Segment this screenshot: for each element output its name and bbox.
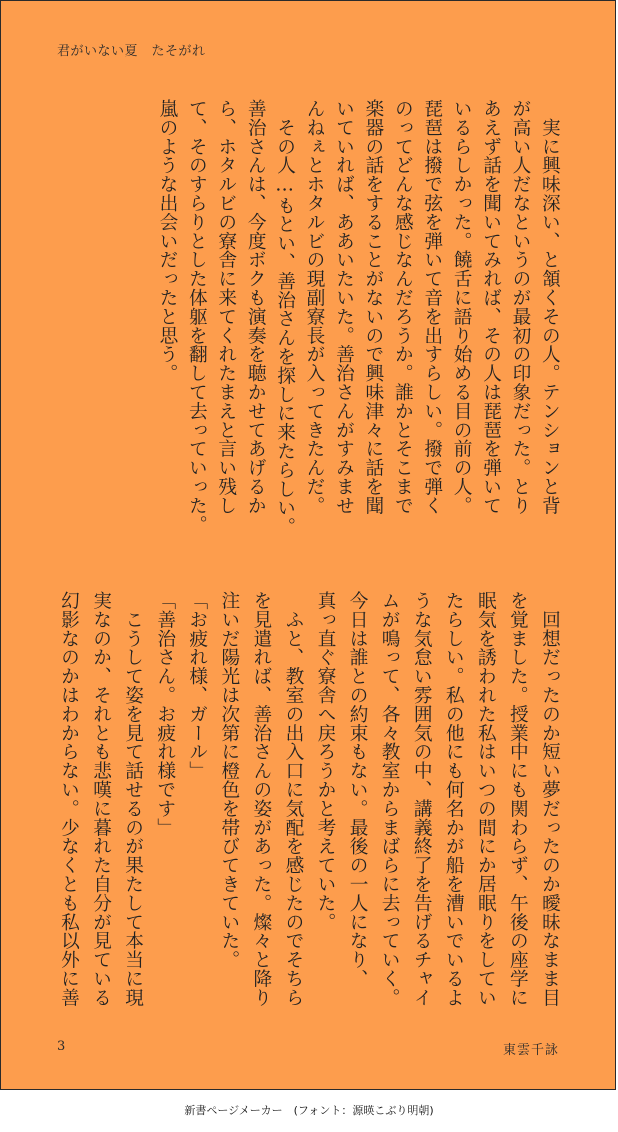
text-column: たらしい。私の他にも何名かが船を漕いでいるよ xyxy=(442,591,464,1007)
text-column: いるらしかった。饒舌に語り始める目の前の人。 xyxy=(450,99,472,515)
text-column: 琵琶は撥で弦を弾いて音を出すらしい。撥で弾く xyxy=(421,99,443,515)
text-column: 回想だったのか短い夢だったのか曖昧なまま目 xyxy=(538,591,560,1007)
text-column: ら、ホタルビの寮舎に来てくれたまえと言い残し xyxy=(215,99,237,515)
text-block-lower xyxy=(53,591,565,1046)
text-column: が高い人だなというのが最初の印象だった。とり xyxy=(509,99,531,515)
text-column: て、そのすらりとした体躯を翻して去っていった。 xyxy=(185,99,207,534)
text-column: 今日は誰との約束もない。最後の一人になり、 xyxy=(346,591,368,988)
text-column: を覚ました。授業中にも関わらず、午後の座学に xyxy=(506,591,528,1007)
text-column: その人…もとい、善治さんを探しに来たらしい。 xyxy=(274,99,296,536)
text-column: ふと、教室の出入口に気配を感じたのでそちら xyxy=(282,591,304,1007)
running-header-title: 君がいない夏 たそがれ xyxy=(57,44,206,59)
text-column: 眠気を誘われた私はいつの間にか居眠りをしてい xyxy=(474,591,496,1007)
text-column: のってどんな感じなんだろうか。誰かとそこまで xyxy=(391,99,413,515)
text-column: 楽器の話をすることがないので興味津々に話を聞 xyxy=(362,99,384,515)
text-column: こうして姿を見て話せるのが果たして本当に現 xyxy=(122,591,144,1007)
text-column: ムが鳴って、各々教室からまばらに去っていく。 xyxy=(378,591,400,1007)
text-block-upper xyxy=(153,99,565,554)
text-column: 幻影なのかはわからない。少なくとも私以外に善 xyxy=(58,591,79,1007)
text-column: んねぇとホタルビの現副寮長が入ってきたんだ。 xyxy=(303,99,325,515)
author-name: 東雲千詠 xyxy=(502,1043,559,1058)
text-column: 嵐のような出会いだったと思う。 xyxy=(156,99,178,383)
footer-caption: 新書ページメーカー (フォント：源暎こぶり明朝) xyxy=(184,1104,434,1117)
text-column: 注いだ陽光は次第に橙色を帯びてきていた。 xyxy=(218,591,240,969)
text-column: 「お疲れ様、ガール」 xyxy=(186,591,208,780)
text-column: 実に興味深い、と頷くその人。テンションと背 xyxy=(538,99,560,515)
text-column: いていれば、ああいたいた。善治さんがすみませ xyxy=(332,99,354,515)
text-column: 真っ直ぐ寮舎へ戻ろうかと考えていた。 xyxy=(314,591,336,932)
text-column: 善治さんは、今度ボクも演奏を聴かせてあげるか xyxy=(244,99,266,515)
text-column: を見遣れば、善治さんの姿があった。燦々と降り xyxy=(250,591,272,1007)
text-column: あえず話を聞いてみれば、その人は琵琶を弾いて xyxy=(480,99,502,515)
text-column: うな気怠い雰囲気の中、講義終了を告げるチャイ xyxy=(410,591,432,1007)
text-column: 実なのか、それとも悲嘆に暮れた自分が見ている xyxy=(90,591,112,1007)
text-column: 「善治さん。お疲れ様です」 xyxy=(154,591,176,837)
page-number: 3 xyxy=(57,1039,66,1054)
